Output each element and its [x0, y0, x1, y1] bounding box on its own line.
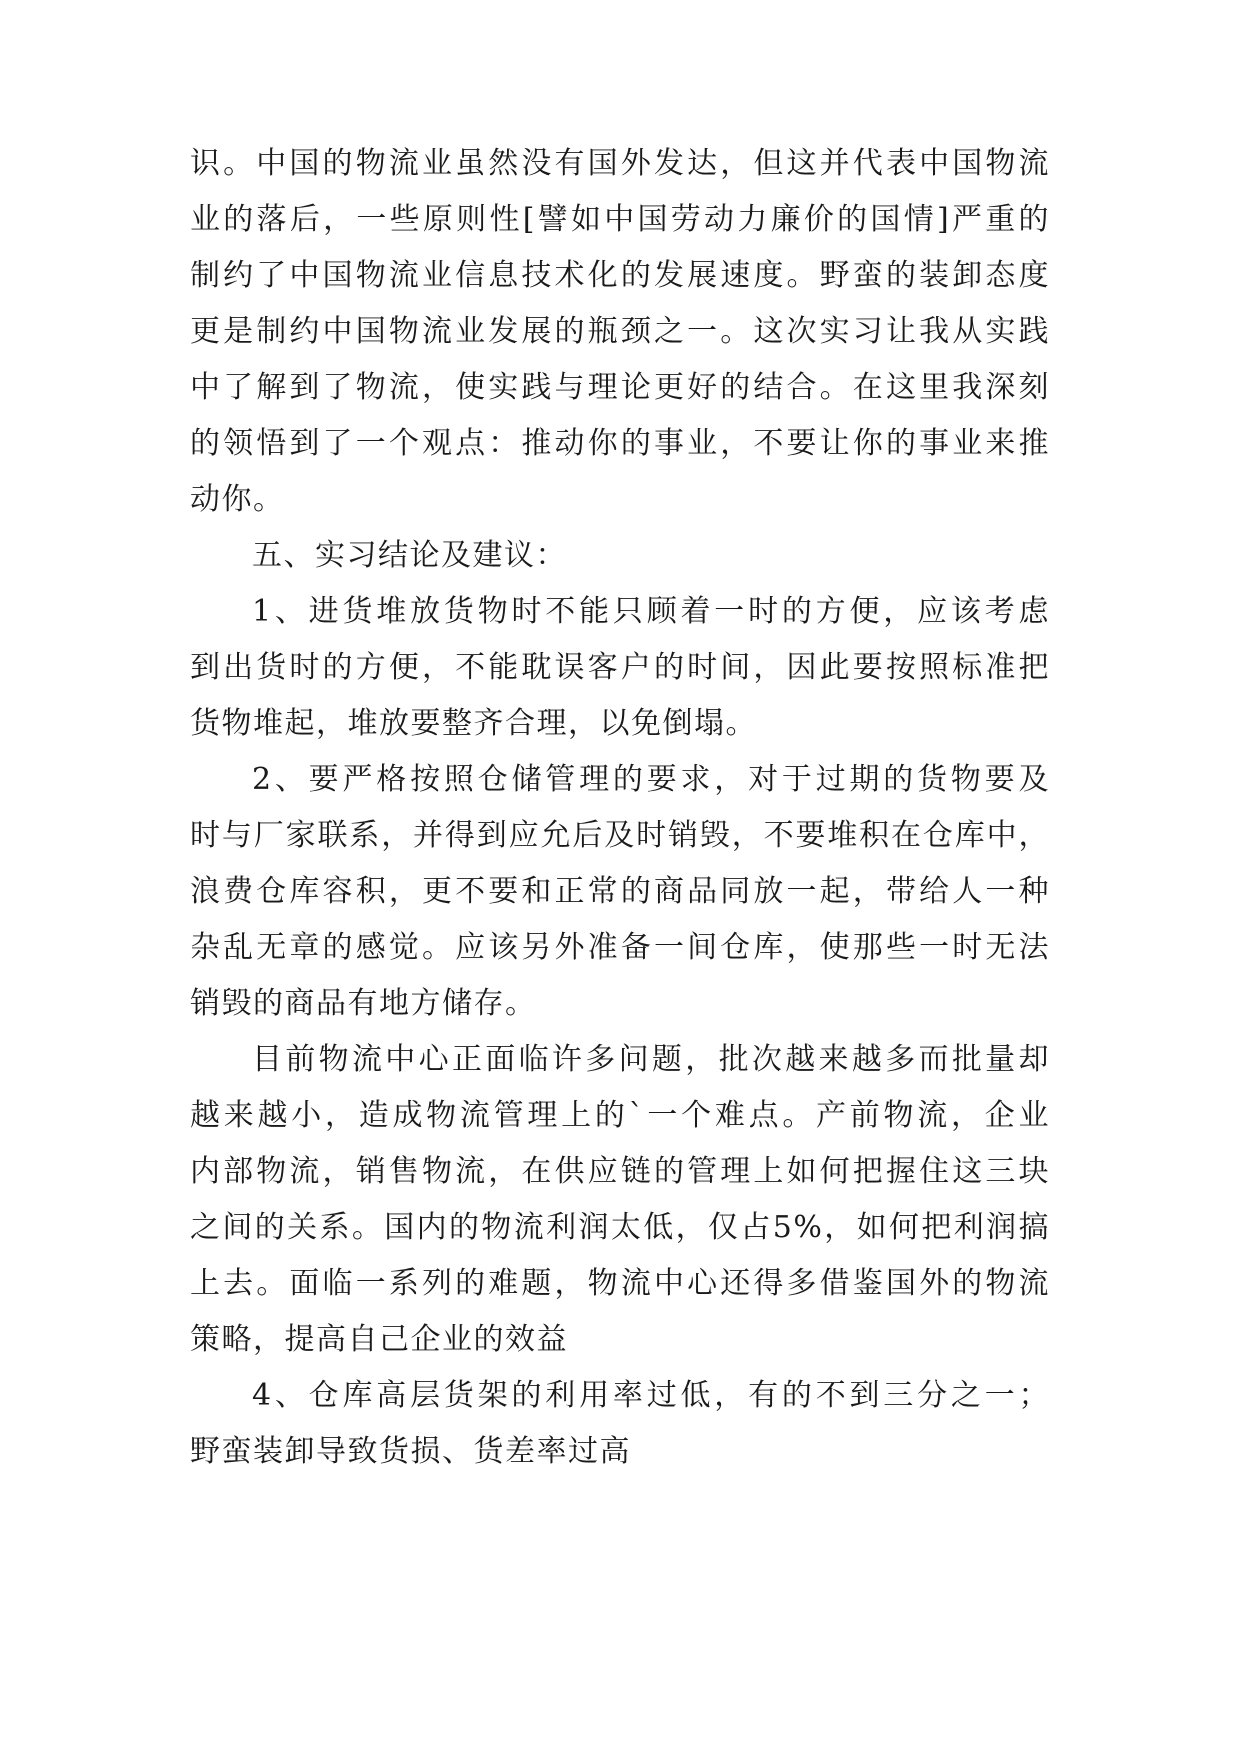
paragraph-line: 越来越小，造成物流管理上的`一个难点。产前物流，企业: [190, 1098, 1050, 1133]
paragraph-line: 识。中国的物流业虽然没有国外发达，但这并代表中国物流: [190, 146, 1050, 181]
paragraph-line: 策略，提高自己企业的效益: [190, 1322, 568, 1357]
paragraph-line: 目前物流中心正面临许多问题，批次越来越多而批量却: [252, 1042, 1050, 1077]
paragraph-line: 之间的关系。国内的物流利润太低，仅占5%，如何把利润搞: [190, 1210, 1050, 1245]
paragraph-line: 时与厂家联系，并得到应允后及时销毁，不要堆积在仓库中，: [190, 818, 1050, 853]
paragraph-line: 4、仓库高层货架的利用率过低，有的不到三分之一；: [252, 1378, 1050, 1413]
paragraph-line: 到出货时的方便，不能耽误客户的时间，因此要按照标准把: [190, 650, 1050, 685]
paragraph-line: 野蛮装卸导致货损、货差率过高: [190, 1434, 631, 1469]
paragraph-line: 浪费仓库容积，更不要和正常的商品同放一起，带给人一种: [190, 874, 1050, 909]
paragraph-line: 内部物流，销售物流，在供应链的管理上如何把握住这三块: [190, 1154, 1050, 1189]
paragraph-line: 销毁的商品有地方储存。: [190, 986, 537, 1021]
paragraph-line: 业的落后，一些原则性[譬如中国劳动力廉价的国情]严重的: [190, 202, 1050, 237]
paragraph-line: 2、要严格按照仓储管理的要求，对于过期的货物要及: [252, 762, 1050, 797]
paragraph-line: 制约了中国物流业信息技术化的发展速度。野蛮的装卸态度: [190, 258, 1050, 293]
paragraph-line: 杂乱无章的感觉。应该另外准备一间仓库，使那些一时无法: [190, 930, 1050, 965]
paragraph-line: 1、进货堆放货物时不能只顾着一时的方便，应该考虑: [252, 594, 1050, 629]
paragraph-line: 更是制约中国物流业发展的瓶颈之一。这次实习让我从实践: [190, 314, 1050, 349]
paragraph-line: 中了解到了物流，使实践与理论更好的结合。在这里我深刻: [190, 370, 1050, 405]
paragraph-line: 动你。: [190, 482, 285, 517]
section-heading: 五、实习结论及建议：: [252, 538, 567, 573]
paragraph-line: 上去。面临一系列的难题，物流中心还得多借鉴国外的物流: [190, 1266, 1050, 1301]
paragraph-line: 的领悟到了一个观点：推动你的事业，不要让你的事业来推: [190, 426, 1050, 461]
paragraph-line: 货物堆起，堆放要整齐合理，以免倒塌。: [190, 706, 757, 741]
